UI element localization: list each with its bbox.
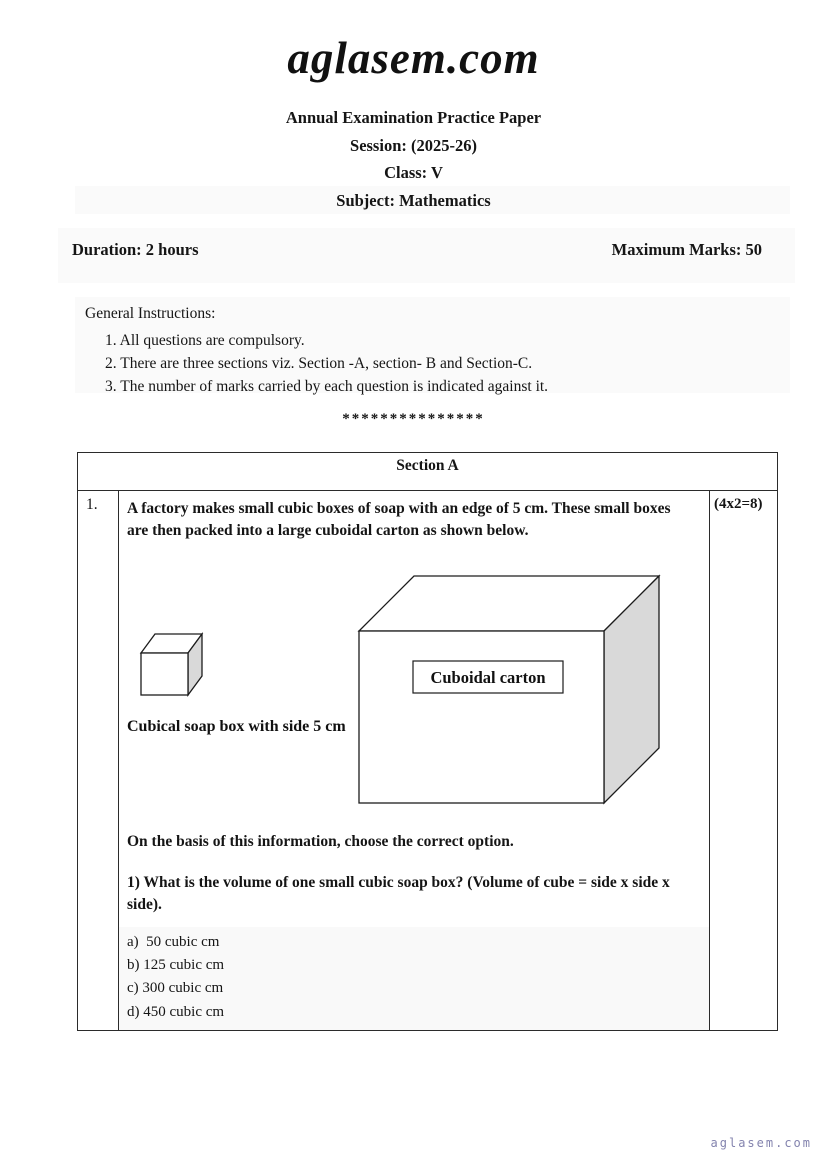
- instruction-item: 1. All questions are compulsory.: [105, 332, 305, 349]
- marks-cell: (4x2=8): [709, 491, 778, 1030]
- class-line: Class: V: [384, 163, 443, 182]
- soap-cube-shape: [141, 634, 202, 695]
- subject-line: Subject: Mathematics: [336, 190, 491, 210]
- instructions-heading: General Instructions:: [85, 305, 216, 322]
- carton-shape: [359, 576, 659, 803]
- cube-caption: Cubical soap box with side 5 cm: [127, 718, 346, 735]
- section-header: Section A: [78, 453, 777, 491]
- footer-watermark-link[interactable]: aglasem.com: [710, 1136, 812, 1150]
- question-content-cell: [119, 491, 709, 1030]
- question-diagram: [127, 555, 701, 805]
- max-marks-label: Maximum Marks: 50: [611, 240, 762, 259]
- paper-title: Annual Examination Practice Paper: [285, 108, 542, 127]
- option-a: a) 50 cubic cm: [127, 934, 220, 950]
- question-basis: On the basis of this information, choose the correct option.: [127, 833, 514, 850]
- carton-label: Cuboidal carton: [430, 668, 546, 687]
- instruction-item: 2. There are three sections viz. Section -A, section- B and Section-C.: [105, 355, 533, 372]
- exam-meta-row: [72, 240, 762, 260]
- duration-label: Duration: 2 hours: [72, 240, 199, 259]
- general-instructions: [85, 303, 548, 398]
- separator-stars: ***************: [342, 411, 485, 427]
- options-list: [119, 927, 709, 1030]
- site-logo: aglasem.com: [287, 33, 540, 83]
- question-number-cell: 1.: [78, 491, 119, 1030]
- option-b: b) 125 cubic cm: [127, 957, 225, 974]
- option-c: c) 300 cubic cm: [127, 980, 224, 997]
- table-row: [78, 491, 777, 1030]
- question-intro: A factory makes small cubic boxes of soap with an edge of 5 cm. These small boxes are then packed into a large cuboidal carton as shown below.: [127, 500, 671, 539]
- paper-header: [0, 104, 827, 214]
- sub-question: 1) What is the volume of one small cubic soap box? (Volume of cube = side x side x side).: [127, 874, 670, 913]
- session-line: Session: (2025-26): [350, 135, 477, 155]
- question-table: [77, 452, 778, 1031]
- instruction-item: 3. The number of marks carried by each question is indicated against it.: [105, 378, 549, 395]
- option-d: d) 450 cubic cm: [127, 1003, 225, 1020]
